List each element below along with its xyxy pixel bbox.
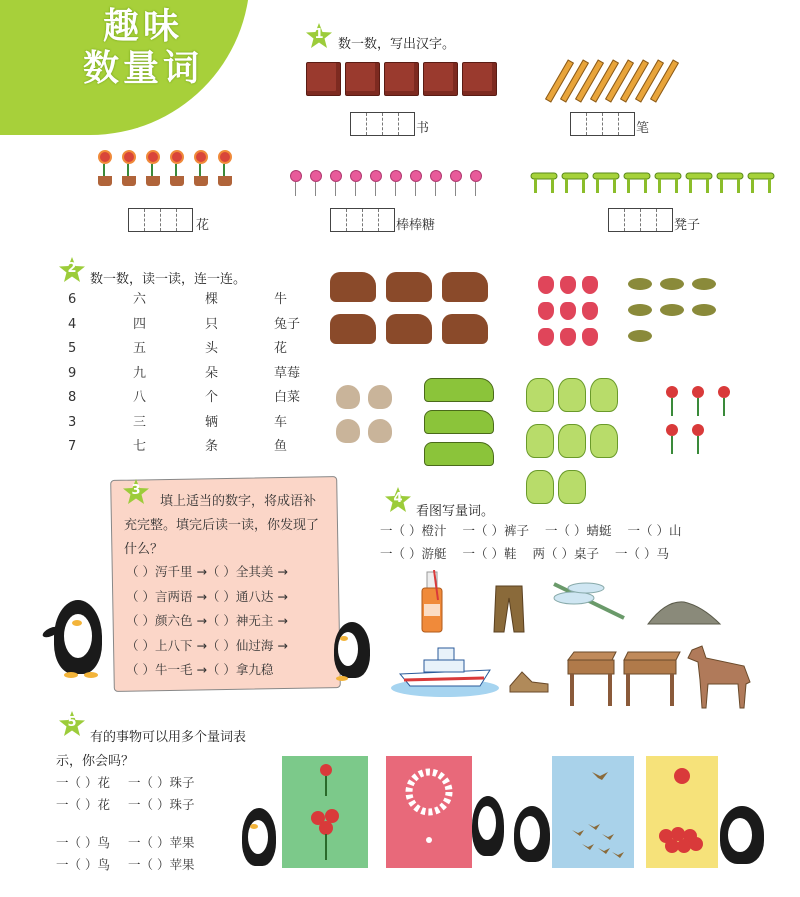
idiom-line[interactable]: （ ）牛一毛 →（ ）拿九稳 (126, 662, 274, 677)
idiom-lines (126, 560, 341, 683)
noun-item[interactable]: 草莓 (274, 365, 301, 381)
shoes-illustration (508, 664, 552, 696)
digit-item[interactable]: 3 (68, 414, 77, 430)
measure-blank[interactable]: 一（ ）珠子 (127, 797, 195, 812)
penguin-bottom-mid-left-illustration (468, 796, 508, 860)
measure-item[interactable]: 个 (205, 390, 219, 405)
roses-card-illustration (282, 756, 368, 868)
section-5-number: 5 (67, 715, 77, 730)
measure-row-1 (380, 521, 682, 539)
section-1-prompt: 数一数，写出汉字。 (338, 37, 456, 52)
yacht-illustration (390, 640, 500, 698)
cows-image (330, 272, 510, 344)
card-beads (386, 756, 472, 868)
hanzi-item[interactable]: 六 (133, 292, 147, 307)
measure-item[interactable]: 条 (205, 439, 219, 454)
measure-blank[interactable]: 一（ ）鸟 (56, 835, 110, 850)
measure-blank[interactable]: 一（ ）游艇 (380, 546, 447, 561)
answer-grid-stools[interactable] (608, 208, 673, 232)
label-pencils: 笔 (636, 121, 650, 136)
cabbages-image (526, 378, 646, 504)
section-3-prompt-line2: 充完整。填完后读一读，你发现了 (124, 518, 320, 533)
penguin-right-illustration (330, 622, 380, 684)
section-5-prompt-line2: 示，你会吗？ (56, 754, 135, 769)
card-apples (646, 756, 718, 868)
stools-image (530, 172, 775, 194)
section-4-star-icon (384, 486, 412, 514)
page-title-line1: 趣味 (102, 6, 183, 47)
idiom-line[interactable]: （ ）颜六色 →（ ）神无主 → (126, 613, 288, 628)
hanzi-column (133, 288, 146, 460)
multi-measure-row (56, 794, 194, 816)
measure-column (205, 288, 218, 460)
digit-item[interactable]: 6 (68, 292, 77, 307)
card-flowers (282, 756, 368, 868)
section-1-number: 1 (314, 27, 324, 42)
penguin-bottom-mid-right-illustration (508, 806, 556, 866)
birds-illustration (552, 756, 634, 868)
noun-item[interactable]: 车 (274, 414, 288, 430)
digit-item[interactable]: 7 (68, 439, 77, 454)
dragonfly-illustration (550, 578, 630, 628)
card-birds (552, 756, 634, 868)
measure-blank[interactable]: 一（ ）珠子 (127, 775, 195, 790)
section-3-prompt-line1: 填上适当的数字，将成语补 (160, 494, 317, 509)
multi-measure-group-1 (56, 772, 194, 816)
page-title (68, 6, 218, 90)
hanzi-item[interactable]: 七 (133, 439, 147, 454)
digits-column (68, 288, 76, 460)
digit-item[interactable]: 4 (68, 316, 77, 332)
section-3-prompt (124, 490, 339, 562)
measure-blank[interactable]: 一（ ）鞋 (462, 546, 517, 561)
horse-illustration (684, 644, 760, 710)
section-2-prompt: 数一数，读一读，连一连。 (90, 272, 247, 287)
measure-blank[interactable]: 一（ ）鸟 (56, 857, 110, 872)
section-2-number: 2 (67, 261, 77, 276)
hanzi-item[interactable]: 三 (133, 414, 147, 430)
noun-item[interactable]: 鱼 (274, 439, 288, 454)
noun-item[interactable]: 牛 (274, 292, 288, 307)
section-1-star-icon (305, 22, 333, 50)
section-4-number: 4 (393, 491, 403, 506)
label-lollipops: 棒棒糖 (396, 218, 436, 233)
digit-item[interactable]: 5 (68, 341, 77, 356)
desks-illustration (566, 650, 682, 708)
measure-blank[interactable]: 一（ ）橙汁 (380, 523, 447, 538)
measure-item[interactable]: 辆 (205, 414, 219, 430)
hanzi-item[interactable]: 八 (133, 390, 147, 405)
idiom-line[interactable]: （ ）言两语 →（ ）通八达 → (126, 588, 288, 604)
lollipops-image (290, 170, 482, 196)
multi-measure-group-2 (56, 832, 194, 876)
measure-blank[interactable]: 一（ ）马 (615, 546, 669, 561)
measure-blank[interactable]: 一（ ）花 (56, 775, 110, 790)
multi-measure-row (56, 832, 194, 854)
measure-blank[interactable]: 一（ ）蜻蜓 (545, 523, 612, 538)
measure-blank[interactable]: 一（ ）山 (627, 523, 682, 538)
trousers-illustration (492, 584, 526, 634)
section-3-number: 3 (131, 483, 141, 498)
pencils-image (556, 58, 668, 104)
measure-item[interactable]: 朵 (205, 365, 219, 381)
fish-image (628, 278, 738, 342)
digit-item[interactable]: 9 (68, 365, 77, 381)
measure-blank[interactable]: 一（ ）苹果 (127, 857, 195, 872)
noun-item[interactable]: 兔子 (274, 316, 301, 332)
measure-item[interactable]: 只 (205, 316, 219, 332)
section-4-prompt: 看图写量词。 (416, 504, 495, 519)
hanzi-item[interactable]: 九 (133, 365, 147, 381)
hanzi-item[interactable]: 五 (133, 341, 147, 356)
measure-row-2 (380, 544, 669, 562)
section-5-star-icon (58, 710, 86, 738)
measure-blank[interactable]: 两（ ）桌子 (532, 546, 599, 561)
bead-necklace-illustration (386, 756, 472, 868)
penguin-bottom-left-illustration (236, 808, 282, 872)
label-stools: 凳子 (674, 218, 701, 233)
penguin-bottom-right-illustration (714, 806, 770, 870)
answer-grid-books[interactable] (350, 112, 415, 136)
hanzi-item[interactable]: 四 (133, 316, 147, 332)
rabbits-image (336, 385, 400, 443)
measure-item[interactable]: 棵 (205, 292, 219, 307)
noun-item[interactable]: 白菜 (274, 390, 301, 405)
books-image (306, 62, 497, 96)
idiom-line[interactable]: （ ）泻千里 →（ ）全其美 → (126, 564, 288, 579)
page-title-line2: 数量词 (82, 48, 203, 89)
label-flowers: 花 (196, 218, 210, 233)
mountain-illustration (646, 596, 722, 626)
apples-illustration (646, 756, 718, 868)
measure-blank[interactable]: 一（ ）花 (56, 797, 110, 812)
strawberries-image (538, 276, 608, 346)
measure-blank[interactable]: 一（ ）裤子 (462, 523, 529, 538)
noun-item[interactable]: 花 (274, 341, 288, 356)
answer-grid-lollipops[interactable] (330, 208, 395, 232)
flowers-image (98, 150, 232, 186)
cars-image (424, 378, 494, 466)
penguin-left-illustration (42, 600, 112, 680)
multi-measure-row (56, 772, 194, 794)
noun-column (274, 288, 300, 460)
answer-grid-pencils[interactable] (570, 112, 635, 136)
roses-image (666, 386, 742, 454)
section-5-prompt-line1: 有的事物可以用多个量词表 (90, 730, 247, 745)
label-books: 书 (416, 121, 430, 136)
juice-bottle-illustration (418, 570, 446, 636)
digit-item[interactable]: 8 (68, 390, 77, 405)
idiom-line[interactable]: （ ）上八下 →（ ）仙过海 → (126, 637, 288, 653)
section-3-prompt-line3: 什么？ (124, 542, 164, 557)
multi-measure-row (56, 854, 194, 876)
answer-grid-flowers[interactable] (128, 208, 193, 232)
measure-item[interactable]: 头 (205, 341, 219, 356)
measure-blank[interactable]: 一（ ）苹果 (127, 835, 195, 850)
section-2-star-icon (58, 256, 86, 284)
